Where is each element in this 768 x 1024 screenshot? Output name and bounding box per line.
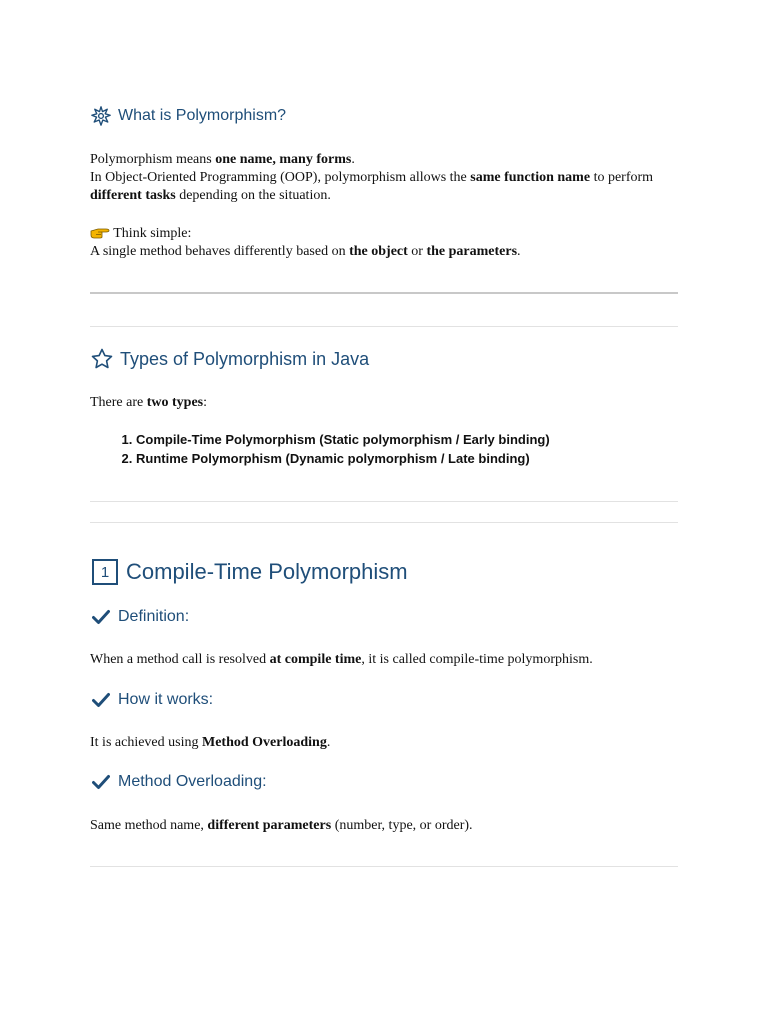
bold-text: the parameters bbox=[426, 244, 518, 259]
paragraph-how-body bbox=[90, 734, 680, 752]
text-run: . bbox=[326, 735, 331, 750]
paragraph-overloading-body bbox=[90, 817, 680, 835]
divider bbox=[90, 866, 678, 867]
subheading-text: How it works: bbox=[118, 691, 214, 708]
bold-text: different parameters bbox=[207, 818, 332, 833]
subheading-text: Method Overloading: bbox=[118, 773, 267, 790]
divider bbox=[90, 326, 678, 327]
section-title-text: Compile-Time Polymorphism bbox=[126, 559, 408, 584]
text-run: Polymorphism means bbox=[90, 152, 216, 167]
paragraph-think-simple bbox=[90, 225, 680, 261]
subheading-text: Definition: bbox=[118, 608, 190, 625]
text-run: . bbox=[351, 152, 355, 167]
paragraph-definition-body bbox=[90, 651, 680, 669]
check-mark-icon bbox=[92, 692, 110, 708]
text-run: In Object-Oriented Programming (OOP), polymorphism allows the bbox=[90, 170, 471, 185]
text-run: , it is called compile-time polymorphism. bbox=[361, 652, 593, 667]
bold-text: the object bbox=[349, 244, 408, 259]
paragraph-definition bbox=[90, 151, 680, 205]
section-types-heading bbox=[90, 345, 369, 373]
bold-text: Method Overloading bbox=[201, 735, 327, 750]
text-run: to perform bbox=[590, 170, 654, 185]
text-run: depending on the situation. bbox=[175, 188, 331, 203]
paragraph-types-intro bbox=[90, 394, 680, 412]
star-outline-icon bbox=[90, 347, 114, 371]
text-run: Same method name, bbox=[90, 818, 208, 833]
text-run: (number, type, or order). bbox=[331, 818, 473, 833]
definition-heading bbox=[92, 606, 189, 628]
method-overloading-heading bbox=[92, 771, 267, 793]
text-run: A single method behaves differently based on bbox=[90, 244, 350, 259]
bold-text: two types bbox=[146, 395, 204, 410]
bold-text: same function name bbox=[470, 170, 591, 185]
think-simple-label: Think simple: bbox=[110, 226, 192, 241]
text-run: When a method call is resolved bbox=[90, 652, 270, 667]
list-item: 2. Runtime Polymorphism (Dynamic polymorphism / Late binding) bbox=[136, 449, 550, 468]
section-compile-time-heading bbox=[92, 556, 408, 588]
how-it-works-heading bbox=[92, 689, 213, 711]
section-what-is-polymorphism-heading bbox=[90, 104, 286, 128]
section-title-text: What is Polymorphism? bbox=[118, 107, 287, 124]
section-title-text: Types of Polymorphism in Java bbox=[120, 348, 370, 369]
check-mark-icon bbox=[92, 609, 110, 625]
bold-text: one name, many forms bbox=[215, 152, 352, 167]
check-mark-icon bbox=[92, 774, 110, 790]
divider bbox=[90, 501, 678, 502]
text-run: or bbox=[407, 244, 427, 259]
divider bbox=[90, 522, 678, 523]
text-run: There are bbox=[90, 395, 147, 410]
bold-text: at compile time bbox=[269, 652, 362, 667]
number-one-icon: 1 bbox=[92, 559, 118, 585]
text-run: . bbox=[517, 244, 521, 259]
bold-text: different tasks bbox=[90, 188, 176, 203]
list-item: 1. Compile-Time Polymorphism (Static polymorphism / Early binding) bbox=[136, 430, 550, 449]
text-run: : bbox=[203, 395, 208, 410]
text-run: It is achieved using bbox=[90, 735, 202, 750]
types-list bbox=[90, 430, 550, 468]
sparkle-burst-icon bbox=[90, 105, 112, 127]
pointing-hand-icon bbox=[90, 225, 110, 239]
divider bbox=[90, 292, 678, 294]
